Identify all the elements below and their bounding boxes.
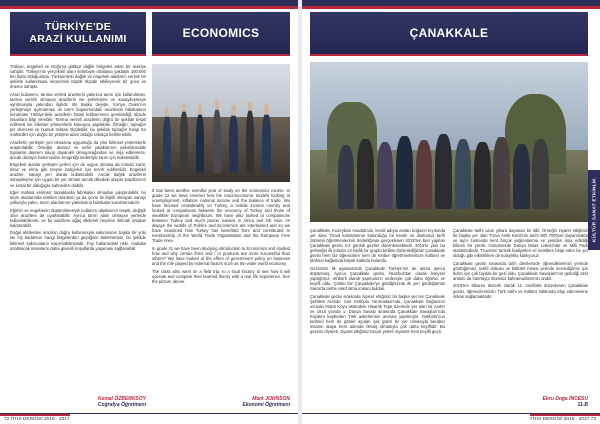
- paragraph: Gezimizin ilk aşamasında Çanakkale Türkiye'nin de adına ayrıca düşünmüş. Ayrıca Çanakkale gezisi, İstanbul'dan olarak bireysel yaptığımız, rehberli olarak yapmamızı nedeniyle çok daha öğretici ve keyifli oldu. Çünkü biz Çanakkale'ye geldiğimizde ilk yeri gördüğümüz Saros'ta tarihe vakıf olma imkanı bulduk.: [310, 265, 445, 292]
- land-use-title-line1: TÜRKİYE'DE: [44, 21, 112, 33]
- economics-title: ECONOMICS: [182, 26, 260, 40]
- author-name: Mark JOHNSON: [252, 396, 290, 402]
- left-page-number: 72 İTHS DERGİSİ 2016 - 2017: [4, 417, 70, 422]
- author-role: Ekonomi Öğretmeni: [242, 402, 290, 408]
- canakkale-heading: [310, 12, 588, 56]
- paragraph: Doğal afetlerden arazinin doğru kullanımıyla sakınmanın başka bir yolu ise hiç kadarının hangi bölgelerden geçtiğinin belirlenmesi, bu şekilde bilimsel sakıncaların kaçınılabilmesidir. Fay hatlarındaki riski, mutlaka azaltılacak insanların daha güvenli koşullarda yaşaması sağlanabilir.: [10, 230, 146, 251]
- paragraph: In grade 11 we have been studying introduction to Economics and studied how and why certain firms and / or products are more successful than others? We have looked at the effect of government policy on business and the role played by external factors such as the wider world economy.: [152, 246, 290, 267]
- canakkale-body-col2: [453, 228, 588, 416]
- author-role: Coğrafya Öğretmeni: [97, 402, 146, 408]
- right-page-number: İTHS DERGİSİ 2016 - 2017 73: [530, 417, 596, 422]
- paragraph: Arazi kullanımı, tarıma verimli arazilerin yalnızca tarım için kullanılması, tarıma verimli olmayan arazilerin ise şehirleşme ve sanayileşmeye ayrılmasıyla yakından ilgilidir. Bir başka deyişle, Konya Ovası'nın yerleşmeye açılmaması ve tarım kapsamındaki arazilerde fabrikaların kurulması Türkiye'deki arazilerin hatalı kullanımının gerektirdiği ölçüde insanlara bilgi verebilir. Tarıma verimli arazilerin doğru bir şekilde tespit edilmesi ise bilimsel yöntemlerle koleayca yapılabilir. Örneğin, toprağın pH derecesi ve humus miktarı ölçülebilir, bu şekilde toprağın hangi tür mahsuller için doğru bir yetişme alanı olduğu rahatça belirlenebilir.: [10, 91, 146, 138]
- canakkale-body-col1: [310, 228, 445, 416]
- paragraph: Arazilerin yerleşim yeri olmasına uygunluğu da yine bilimsel yöntemlerle araştırılabilir. Örneğin, alansız ve nehir yataklarının yakınlarındaki topraklar deprem kayıp dayanıklı olmayacağından ve inşa edilemeze, ancak düzayın bakımından zenginliği nedeniyle tarım için kullanılabilir.: [10, 139, 146, 160]
- paragraph: It has been another eventful year of study on the economics course. In grade 12 we have covered how the macroeconomic models looking at unemployment, inflation, national income and the balance of trade. We have focused considerably on Turkey, a middle income country and looked at comparisons between the economy of Turkey and those of wealthier European neighbours. We have also looked at comparisons between Turkey and much poorer nations in Africa and SE Asia. As always the worlds of Politics and Economics are intertwined and so we have examined how Turkey has benefited from and contributed to membership of the World Trade Organisation and the European Free Trade Area.: [152, 188, 290, 244]
- canakkale-group-photo: [310, 62, 588, 222]
- paragraph: Eğimin ve engebenin düşünülmesiyle kullanım alanlarının tespiti, değişik olan arazilere de uyarlanabilir. Ayrıca tarım alanı olmayan yerlerde kullanılabilecek, ve bu arazilere ağaç dikilerek heyelan ihtimali ortadan kaldırılabilir.: [10, 207, 146, 228]
- paragraph: Engebeli alanlar yerleşim yerleri için de uygun olmasa da mimari zarar, kiraz ve elma gibi meyve bahçeleri için tercih edilmelidir. Engebeli araziler, sanayi yeri olarak kullanılabilir. Ancak dağlık arazilerin sanayileşme için uygun bir yer olması ancak ülkedeki ulaşım koşullarının ve kırsal bir olduğuyla sahneden olabilir.: [10, 162, 146, 188]
- right-page: [302, 0, 600, 424]
- paragraph: Türkiye, engebeli ve Doğu'ya gittikçe dağlık bölgeleri artan bir araziye sahiptir. Türkiye'nin yerçekimi alanı sebebiyle ortalama yaklaşık 100.000 km fazla olduğundan, Türkiye'deki dağlık ve engebeli alanların verimli bir şekilde kullanılması ekonomisi büyük ölçüde etkileyecek bir güce ve öneme sahiptir.: [10, 64, 146, 90]
- economics-photo: [152, 64, 290, 182]
- paragraph: Çanakkale, Kuzeybatı Anadolu'da, kendi adıyla anılan boğazın kıyısında yer alan, Truva kalıntılarının bulunduğu bir kentiir ve okulumuz tarih zümresi öğretmenlerinin önderliğinde gerçekleşen 2015'ten beri yapılan Çanakkale gezisi 3-4 günlük geziler düzenlemektedir. 2015'te yeni bu gelmeğin ilk yılında 13 kişilik bir grupla birlikte düzenlediğimiz Çanakkale gezisi hem biz öğrencilere hem de rehber öğretmenlerimize kültürel ve tarihsel bağlamda büyük katkıda bulundu.: [310, 228, 445, 264]
- author-role: 11-B: [577, 402, 588, 408]
- canakkale-article: [310, 12, 588, 416]
- land-use-body: [10, 64, 146, 384]
- author-name: Kemal ÖZBERKSOY: [97, 396, 146, 402]
- section-side-tab: [588, 170, 600, 250]
- canakkale-columns: [310, 228, 588, 416]
- canakkale-author: [452, 396, 588, 408]
- paragraph: Çanakkale tarihi uzun yıllara dayanan bir ildir. Örneğin ziyaret ettiğimiz bir başka yer olan Truva Antik Kenti'nin tarihi MÖ 700'lere dayanmakta ve aynı zamanda kent birçok yağmalanma ve yeniden inşa edildiği bilinen bir yerdir. Günümüzde Dünya Miras Listesi'nde ve Milli Park statüsündedir. Truva'nın turistik faaliyetleri ve turistlere hitap eden bir yer olduğu gibi etkinliklere de kolaylıkla katılıyoruz.: [453, 228, 588, 259]
- economics-heading: [152, 12, 290, 56]
- paragraph: Çanakkale gezisi sırasında ziyaret ettiğimiz bir başka yer ise Çanakkale Şehitleri Anıtıdır. Anıt Gelibolu Yarımadası'nda, Çanakkale Boğazının ucunda Morto Koyu üstündeki Hisarlık Tepe üzerinde yer alan bir anıttır ve 1915 yılında 1. Dünya Savaşı sırasında Çanakkale Savaşları'nda hayatını kaybeden Türk askerlerinin anısına yapılmıştır. Gelibolu'nun tarihsel hem de görsel açıdan çok güzel bir yer olmasıyla beraber insanın ataya hem adımda ölmüş olmasıyla çok daha keyiflidir. Bu gezinin diyareti, ziyaret ettiğimiz birçok yerleri ziyarete hem keyifli geçti.: [310, 293, 445, 334]
- left-footer: [0, 413, 298, 424]
- paragraph: Çanakkale gezisi sırasında tarih derslerinde öğrendiklerimizi yerinde gördüğümüz, tarihî dokusu ve kültürel mirası yerinde incelediğimiz için bizim için çok faydalı bir gezi oldu. Çanakkale Savaşları'nın getirdiği özel anlamı da hatırlayıp ölümsüz kahramanlarımızı andık.: [453, 260, 588, 281]
- land-use-article: [10, 12, 146, 384]
- economics-author: [152, 396, 290, 408]
- author-name: Ebru Doğa İNCESU: [542, 396, 588, 402]
- top-accent: [302, 6, 600, 9]
- economics-article: [152, 12, 290, 384]
- top-accent: [0, 6, 298, 9]
- canakkale-title: ÇANAKKALE: [409, 26, 489, 40]
- economics-body: [152, 188, 290, 384]
- land-use-title-line2: ARAZİ KULLANIMI: [29, 33, 127, 45]
- paragraph: 2015'ten itibaren düzenli olarak 11. sınıflarla düzenlenen Çanakkale gezisi, öğrencilerimizin Türk tarihi ve kültürü hakkında bilgi edinmesine imkan sağlamaktadır.: [453, 283, 588, 299]
- side-tab-label: KÜLTÜR SANAT ETKİNLİK: [591, 177, 597, 243]
- land-use-heading: [10, 12, 146, 56]
- paragraph: Eğer mahsul verimsiz topraklarda fabrikaları olmadan çalıştırılabilir, bu tarım alanlarında üretilen ürünlerin ya da çevre ile ilişkili olmayan sanayi yollarıyla yakın, tarım alanlarının yakınlarına fabrikalar kurulmamalıdır.: [10, 190, 146, 206]
- paragraph: The class also went on a field trip, to a local factory to see how it will operate and compare their learned theory with a real life experience. See the picture above.: [152, 268, 290, 284]
- left-page: [0, 0, 298, 424]
- land-use-author: [10, 396, 146, 408]
- right-footer: [302, 413, 600, 424]
